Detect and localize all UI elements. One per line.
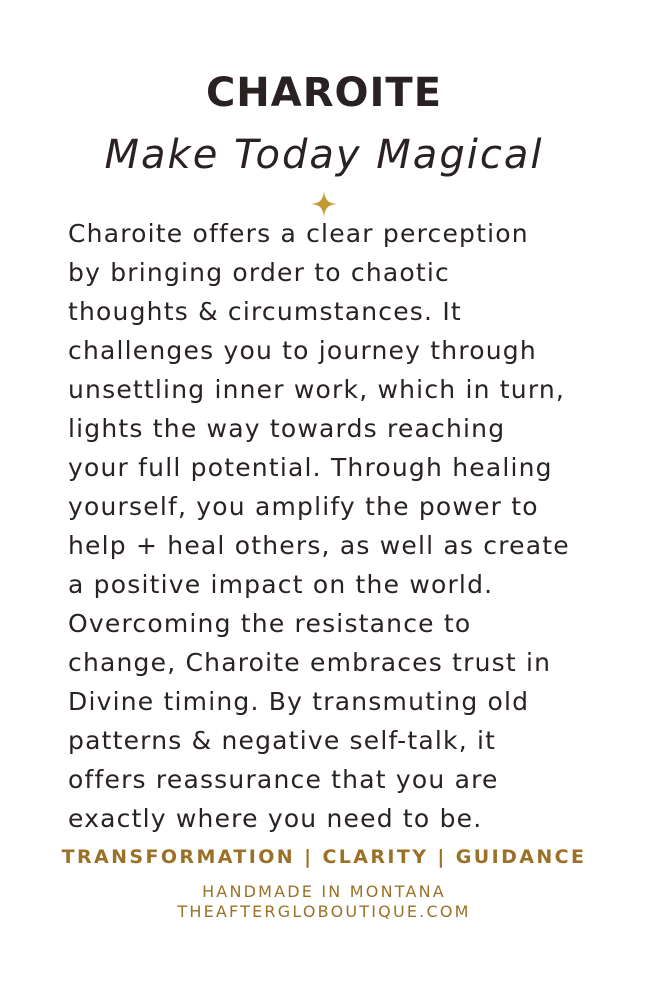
description-line: thoughts & circumstances. It — [68, 297, 462, 326]
description-line: a positive impact on the world. — [68, 570, 494, 599]
description-line: Overcoming the resistance to — [68, 609, 472, 638]
card-title: CHAROITE — [205, 70, 443, 116]
footer-website: THEAFTERGLOBOUTIQUE.COM — [177, 902, 471, 921]
description-line: unsettling inner work, which in turn, — [68, 375, 566, 404]
description-line: help + heal others, as well as create — [68, 531, 570, 560]
card-subtitle: Make Today Magical — [104, 132, 544, 178]
keyword-tags: TRANSFORMATION | CLARITY | GUIDANCE — [61, 846, 587, 868]
description-line: change, Charoite embraces trust in — [68, 648, 552, 677]
description-line: yourself, you amplify the power to — [68, 492, 539, 521]
description-line: your full potential. Through healing — [68, 453, 553, 482]
description-line: Charoite offers a clear perception — [68, 219, 529, 248]
description-line: lights the way towards reaching — [68, 414, 506, 443]
card-footer — [0, 882, 648, 922]
description-line: challenges you to journey through — [68, 336, 537, 365]
card-description — [68, 214, 588, 838]
description-line: exactly where you need to be. — [68, 804, 483, 833]
description-line: by bringing order to chaotic — [68, 258, 450, 287]
description-line: Divine timing. By transmuting old — [68, 687, 530, 716]
description-line: offers reassurance that you are — [68, 765, 499, 794]
footer-origin: HANDMADE IN MONTANA — [202, 882, 446, 901]
description-line: patterns & negative self-talk, it — [68, 726, 497, 755]
